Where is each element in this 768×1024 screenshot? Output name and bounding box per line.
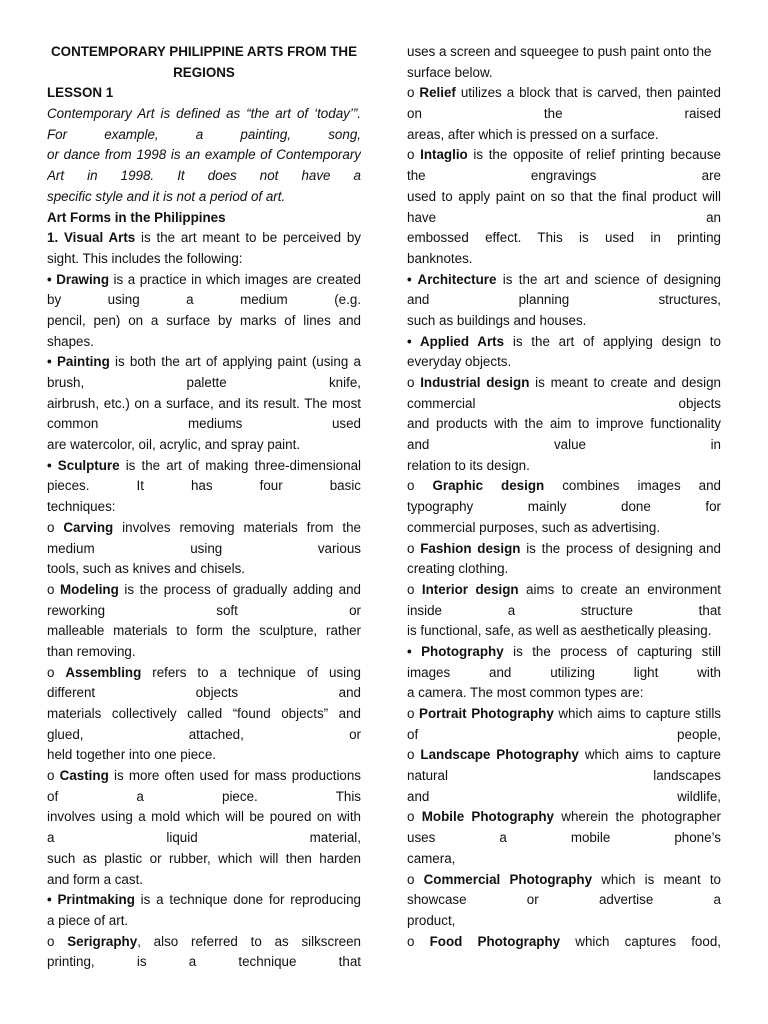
text-line <box>47 249 361 270</box>
bold-term: LESSON 1 <box>47 85 114 101</box>
text-line <box>407 476 721 497</box>
text-line <box>47 456 361 477</box>
text-line <box>47 704 361 725</box>
text-segment: camera, <box>407 850 456 866</box>
text-line <box>407 42 721 63</box>
text-segment: techniques: <box>47 499 116 515</box>
text-segment: are watercolor, oil, acrylic, and spray paint. <box>47 437 301 453</box>
text-segment: showcase or advertise a <box>407 892 721 908</box>
text-segment: o <box>407 809 422 825</box>
text-segment: images and utilizing light with <box>407 664 721 680</box>
text-segment: which aims to capture stills <box>553 706 721 721</box>
text-segment: malleable materials to form the sculpture, rather <box>47 623 361 639</box>
bold-term: Fashion design <box>420 540 521 556</box>
text-line <box>47 187 361 208</box>
text-line <box>47 311 361 332</box>
bold-term: Interior design <box>421 581 519 597</box>
text-segment: commercial objects <box>407 395 721 411</box>
text-line <box>407 787 721 808</box>
bold-term: Mobile Photography <box>421 809 554 825</box>
text-segment: o <box>47 933 68 949</box>
text-segment: , also referred to as silkscreen <box>137 933 361 949</box>
text-segment: sight. This includes the following: <box>47 250 243 266</box>
text-line <box>47 932 361 953</box>
text-segment: which is meant to <box>592 871 721 887</box>
bold-term: Modeling <box>60 581 119 597</box>
text-segment: Art in 1998. It does not have a <box>47 168 361 184</box>
text-line <box>407 642 721 663</box>
text-segment: relation to its design. <box>407 457 530 473</box>
text-segment: pencil, pen) on a surface by marks of lines and <box>47 312 361 328</box>
text-segment: is the art meant to be perceived by <box>135 230 361 246</box>
text-line <box>47 373 361 394</box>
text-segment: o <box>407 375 421 390</box>
text-segment: medium using various <box>47 540 361 556</box>
text-segment: natural landscapes <box>407 768 721 784</box>
bold-term: • Architecture <box>407 271 497 287</box>
text-segment: which aims to capture <box>578 747 721 763</box>
text-line <box>407 311 721 332</box>
text-segment: involves using a mold which will be poured on with <box>47 809 361 825</box>
text-line <box>407 911 721 932</box>
bold-term: • Sculpture <box>47 457 120 473</box>
bold-term: Casting <box>59 768 109 784</box>
text-segment: pieces. It has four basic <box>47 478 361 494</box>
bold-term: Carving <box>63 519 114 535</box>
text-line <box>407 601 721 622</box>
text-line <box>47 518 361 539</box>
text-line <box>407 394 721 415</box>
text-line <box>407 373 721 394</box>
text-segment: on the raised <box>407 106 721 122</box>
text-line <box>407 683 721 704</box>
text-segment: is a technique done for reproducing <box>134 892 361 908</box>
text-line <box>47 745 361 766</box>
text-line <box>47 683 361 704</box>
text-segment: o <box>407 871 424 887</box>
text-line <box>47 145 361 166</box>
text-line <box>407 228 721 249</box>
text-segment: refers to a technique of using <box>141 664 361 680</box>
text-segment: printing, is a technique that <box>47 954 361 970</box>
text-line <box>407 890 721 911</box>
text-line <box>407 125 721 146</box>
text-segment: o <box>407 581 422 597</box>
text-line <box>407 870 721 891</box>
text-segment: tools, such as knives and chisels. <box>47 561 245 577</box>
text-segment: For example, a painting, song, <box>47 126 361 142</box>
text-segment: and planning structures, <box>407 292 721 308</box>
text-line <box>407 208 721 229</box>
text-line <box>47 828 361 849</box>
text-segment: is the art and science of designing <box>496 271 721 287</box>
text-line <box>47 952 361 973</box>
bold-term: • Printmaking <box>47 892 135 908</box>
text-segment: airbrush, etc.) on a surface, and its result. The most <box>47 395 361 411</box>
text-segment: wherein the photographer <box>554 809 721 825</box>
bold-term: Industrial design <box>420 375 530 390</box>
text-segment: and value in <box>407 437 721 453</box>
text-line <box>407 518 721 539</box>
text-segment: shapes. <box>47 333 94 349</box>
text-line <box>47 290 361 311</box>
text-segment: commercial purposes, such as advertising. <box>407 519 661 535</box>
text-line <box>407 539 721 560</box>
bold-term: • Applied Arts <box>407 333 505 349</box>
text-segment: a liquid material, <box>47 830 361 846</box>
text-line <box>407 332 721 353</box>
bold-term: Food Photography <box>429 933 561 949</box>
text-segment: o <box>407 147 421 163</box>
text-segment: brush, palette knife, <box>47 375 361 390</box>
text-segment: which captures food, <box>560 933 721 949</box>
text-line <box>407 497 721 518</box>
text-segment: the engravings are <box>407 168 721 184</box>
text-line <box>47 166 361 187</box>
bold-term: REGIONS <box>173 64 235 80</box>
text-segment: common mediums used <box>47 416 361 432</box>
text-line <box>407 807 721 828</box>
text-segment: such as plastic or rubber, which will then harden <box>47 850 361 866</box>
text-line <box>47 63 361 84</box>
bold-term: 1. Visual Arts <box>47 230 136 246</box>
text-segment: by using a medium (e.g. <box>47 292 361 308</box>
text-segment: and form a cast. <box>47 871 144 887</box>
text-line <box>407 663 721 684</box>
text-line <box>407 414 721 435</box>
text-segment: everyday objects. <box>407 354 512 370</box>
text-line <box>47 208 361 229</box>
bold-term: Landscape Photography <box>420 747 579 763</box>
text-segment: o <box>47 768 60 784</box>
bold-term: Portrait Photography <box>419 706 554 721</box>
text-segment: of a piece. This <box>47 788 361 804</box>
text-segment: o <box>47 581 61 597</box>
text-line <box>47 870 361 891</box>
text-segment: a piece of art. <box>47 912 129 928</box>
text-line <box>407 290 721 311</box>
text-line <box>47 352 361 373</box>
bold-term: Assembling <box>65 664 142 680</box>
text-line <box>407 166 721 187</box>
text-segment: uses a mobile phone’s <box>407 830 721 846</box>
bold-term: Graphic design <box>432 478 545 494</box>
text-segment: o <box>407 478 433 494</box>
text-segment: is more often used for mass productions <box>108 768 361 784</box>
text-line <box>407 104 721 125</box>
text-line <box>47 725 361 746</box>
text-segment: is the art of making three-dimensional <box>119 457 361 473</box>
text-segment: product, <box>407 912 456 928</box>
text-line <box>407 559 721 580</box>
text-line <box>47 580 361 601</box>
text-segment: embossed effect. This is used in printing <box>407 230 721 246</box>
text-segment: used to apply paint on so that the final product will <box>407 188 721 204</box>
bold-term: Commercial Photography <box>423 871 593 887</box>
text-segment: o <box>407 540 421 556</box>
text-segment: areas, after which is pressed on a surface. <box>407 126 659 142</box>
text-segment: glued, attached, or <box>47 726 361 742</box>
bold-term: • Painting <box>47 354 110 370</box>
text-segment: specific style and it is not a period of art. <box>47 188 286 204</box>
text-line <box>47 787 361 808</box>
text-line <box>407 187 721 208</box>
bold-term: Relief <box>419 85 456 101</box>
text-line <box>47 497 361 518</box>
text-segment: is the art of applying design to <box>504 333 721 349</box>
text-segment: surface below. <box>407 64 493 80</box>
text-line <box>407 456 721 477</box>
bold-term: • Photography <box>407 643 504 659</box>
text-segment: and wildlife, <box>407 788 721 804</box>
text-segment: or dance from 1998 is an example of Contemporary <box>47 147 361 163</box>
text-line <box>47 476 361 497</box>
bold-term: • Drawing <box>47 271 110 287</box>
text-line <box>407 828 721 849</box>
text-line <box>47 766 361 787</box>
left-column <box>47 42 361 973</box>
text-line <box>47 332 361 353</box>
text-line <box>47 228 361 249</box>
text-line <box>47 83 361 104</box>
text-segment: is functional, safe, as well as aesthetically pleasing. <box>407 623 712 639</box>
text-line <box>47 601 361 622</box>
text-segment: such as buildings and houses. <box>407 312 587 328</box>
text-segment: banknotes. <box>407 250 473 266</box>
text-line <box>407 766 721 787</box>
text-segment: o <box>407 747 421 763</box>
text-line <box>47 807 361 828</box>
text-segment: different objects and <box>47 685 361 701</box>
text-segment: than removing. <box>47 643 136 659</box>
text-line <box>407 745 721 766</box>
text-line <box>407 435 721 456</box>
text-line <box>407 270 721 291</box>
text-segment: combines images and <box>544 478 721 494</box>
text-line <box>407 352 721 373</box>
text-segment: Contemporary Art is defined as “the art of ‘today’”. <box>47 106 361 122</box>
text-segment: o <box>47 664 66 680</box>
text-line <box>47 849 361 870</box>
text-segment: and products with the aim to improve functionality <box>407 416 721 432</box>
text-line <box>47 435 361 456</box>
text-segment: is both the art of applying paint (using a <box>109 354 361 370</box>
right-column <box>407 42 721 952</box>
text-line <box>407 83 721 104</box>
text-line <box>47 911 361 932</box>
text-segment: is meant to create and design <box>529 375 721 390</box>
text-segment: o <box>407 933 430 949</box>
text-segment: involves removing materials from the <box>113 519 361 535</box>
text-segment: held together into one piece. <box>47 747 216 763</box>
text-segment: uses a screen and squeegee to push paint onto the <box>407 44 712 59</box>
text-segment: have an <box>407 209 721 225</box>
bold-term: Art Forms in the Philippines <box>47 209 226 225</box>
text-line <box>407 249 721 270</box>
text-segment: aims to create an environment <box>518 581 721 597</box>
text-line <box>407 580 721 601</box>
text-segment: is the process of capturing still <box>503 643 721 659</box>
bold-term: Serigraphy <box>67 933 138 949</box>
text-segment: o <box>407 85 420 101</box>
text-line <box>47 621 361 642</box>
text-segment: a camera. The most common types are: <box>407 685 644 701</box>
text-segment: is the opposite of relief printing because <box>467 147 721 163</box>
bold-term: CONTEMPORARY PHILIPPINE ARTS FROM THE <box>50 44 357 59</box>
text-segment: typography mainly done for <box>407 499 721 515</box>
text-line <box>47 125 361 146</box>
text-segment: is the process of designing and <box>520 540 721 556</box>
bold-term: Intaglio <box>420 147 468 163</box>
text-segment: inside a structure that <box>407 602 721 618</box>
text-line <box>47 270 361 291</box>
text-segment: o <box>407 706 420 721</box>
text-line <box>407 849 721 870</box>
text-line <box>47 414 361 435</box>
text-line <box>407 932 721 953</box>
text-line <box>47 890 361 911</box>
text-line <box>407 621 721 642</box>
text-segment: is the process of gradually adding and <box>118 581 361 597</box>
text-line <box>47 394 361 415</box>
text-line <box>407 725 721 746</box>
text-segment: of people, <box>407 726 721 742</box>
text-line <box>47 539 361 560</box>
text-line <box>47 642 361 663</box>
text-segment: o <box>47 519 64 535</box>
text-line <box>47 42 361 63</box>
text-line <box>47 559 361 580</box>
text-line <box>47 104 361 125</box>
text-segment: creating clothing. <box>407 561 509 577</box>
text-segment: is a practice in which images are created <box>109 271 361 287</box>
text-line <box>407 704 721 725</box>
text-segment: reworking soft or <box>47 602 361 618</box>
text-line <box>47 663 361 684</box>
text-line <box>407 63 721 84</box>
text-line <box>407 145 721 166</box>
text-segment: materials collectively called “found objects” and <box>47 706 361 721</box>
text-segment: utilizes a block that is carved, then painted <box>455 85 721 101</box>
